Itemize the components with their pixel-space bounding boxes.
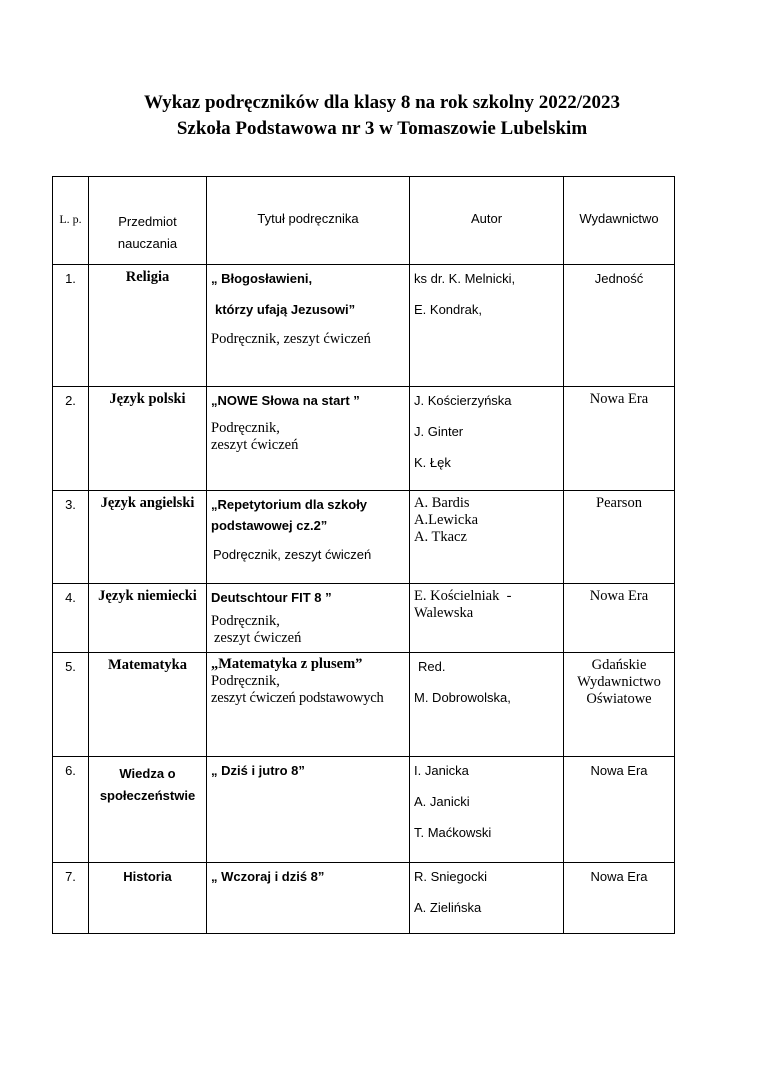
author-line: Red. [418, 659, 446, 674]
publisher-line: Gdańskie [591, 657, 647, 673]
cell-publisher [564, 584, 675, 653]
cell-subject [89, 653, 207, 757]
author-line: I. Janicka [414, 763, 469, 778]
cell-lp [53, 584, 89, 653]
header-book-title [207, 177, 410, 265]
author-line: A.Lewicka [414, 512, 479, 528]
row-number: 4. [65, 590, 76, 605]
author-line: E. Kościelniak - [414, 588, 512, 604]
author-line: A. Tkacz [414, 529, 467, 545]
title-line: Podręcznik, [211, 420, 280, 436]
cell-lp [53, 863, 89, 934]
cell-title [207, 265, 410, 387]
cell-author [410, 491, 564, 584]
author-line: E. Kondrak, [414, 302, 482, 317]
title-line: Deutschtour FIT 8 ” [211, 590, 332, 605]
title-line: „NOWE Słowa na start ” [211, 393, 360, 408]
publisher-label: Nowa Era [589, 588, 649, 604]
table-row [53, 757, 675, 863]
subject-label: Historia [123, 869, 172, 884]
publisher-label: Jedność [594, 271, 644, 286]
textbook-table [52, 176, 675, 934]
title-line: „Matematyka z plusem” [211, 656, 363, 672]
header-subject [89, 177, 207, 265]
title-line-2: Szkoła Podstawowa nr 3 w Tomaszowie Lubelskim [176, 118, 588, 139]
row-number: 6. [65, 763, 76, 778]
title-line: zeszyt ćwiczeń [211, 437, 299, 453]
title-line: zeszyt ćwiczeń podstawowych [211, 690, 384, 706]
header-lp-label: L. p. [59, 212, 82, 226]
table-row [53, 863, 675, 934]
subject-label: Język polski [109, 391, 186, 407]
cell-title [207, 757, 410, 863]
title-line: podstawowej cz.2” [211, 518, 328, 533]
table-row [53, 653, 675, 757]
subject-label: Język angielski [100, 495, 195, 511]
header-author-label: Autor [470, 211, 503, 226]
cell-lp [53, 653, 89, 757]
author-line: Walewska [414, 605, 474, 621]
author-line: M. Dobrowolska, [414, 690, 511, 705]
row-number: 2. [65, 393, 76, 408]
cell-publisher [564, 653, 675, 757]
author-line: A. Bardis [414, 495, 470, 511]
subject-label: Matematyka [108, 657, 187, 673]
cell-lp [53, 265, 89, 387]
table-header-row [53, 177, 675, 265]
row-number: 5. [65, 659, 76, 674]
author-line: J. Kościerzyńska [414, 393, 512, 408]
document-title [0, 90, 764, 142]
title-line: Podręcznik, [211, 613, 280, 629]
table-row [53, 491, 675, 584]
title-line: Podręcznik, [211, 673, 280, 689]
header-subject-line-2: nauczania [117, 236, 178, 251]
title-line: Podręcznik, zeszyt ćwiczeń [213, 547, 372, 562]
author-line: A. Janicki [414, 794, 470, 809]
header-lp [53, 177, 89, 265]
title-line: „Repetytorium dla szkoły [211, 497, 368, 512]
publisher-label: Nowa Era [590, 869, 648, 884]
author-line: K. Łęk [414, 455, 451, 470]
publisher-line: Oświatowe [586, 691, 652, 707]
cell-lp [53, 757, 89, 863]
publisher-line: Wydawnictwo [577, 674, 661, 690]
cell-subject [89, 863, 207, 934]
subject-label: Religia [125, 269, 170, 285]
row-number: 3. [65, 497, 76, 512]
publisher-label: Pearson [596, 495, 642, 511]
cell-lp [53, 491, 89, 584]
cell-subject [89, 265, 207, 387]
cell-author [410, 863, 564, 934]
publisher-label: Nowa Era [590, 763, 648, 778]
cell-author [410, 584, 564, 653]
cell-author [410, 757, 564, 863]
header-book-title-label: Tytuł podręcznika [257, 211, 359, 226]
author-line: ks dr. K. Melnicki, [414, 271, 516, 286]
cell-subject [89, 757, 207, 863]
author-line: A. Zielińska [414, 900, 482, 915]
cell-title [207, 863, 410, 934]
title-line: „ Wczoraj i dziś 8” [211, 869, 325, 884]
author-line: T. Maćkowski [414, 825, 492, 840]
cell-author [410, 265, 564, 387]
author-line: R. Sniegocki [414, 869, 487, 884]
subject-line: społeczeństwie [99, 788, 196, 803]
cell-title [207, 653, 410, 757]
header-publisher-label: Wydawnictwo [579, 211, 659, 226]
header-author [410, 177, 564, 265]
cell-subject [89, 491, 207, 584]
subject-line: Wiedza o [119, 766, 176, 781]
cell-subject [89, 387, 207, 491]
cell-publisher [564, 265, 675, 387]
cell-author [410, 387, 564, 491]
cell-publisher [564, 491, 675, 584]
cell-author [410, 653, 564, 757]
title-line-1: Wykaz podręczników dla klasy 8 na rok szkolny 2022/2023 [143, 92, 621, 113]
author-line: J. Ginter [414, 424, 464, 439]
subject-label: Język niemiecki [98, 588, 197, 604]
row-number: 7. [65, 869, 76, 884]
cell-title [207, 491, 410, 584]
title-line: którzy ufają Jezusowi” [215, 302, 356, 317]
cell-subject [89, 584, 207, 653]
cell-title [207, 584, 410, 653]
table-row [53, 387, 675, 491]
cell-publisher [564, 387, 675, 491]
header-publisher [564, 177, 675, 265]
header-subject-line-1: Przedmiot [118, 214, 177, 229]
cell-title [207, 387, 410, 491]
table-row [53, 584, 675, 653]
cell-publisher [564, 863, 675, 934]
publisher-label: Nowa Era [589, 391, 649, 407]
cell-publisher [564, 757, 675, 863]
title-line: „ Dziś i jutro 8” [211, 763, 305, 778]
row-number: 1. [65, 271, 76, 286]
title-line: „ Błogosławieni, [211, 271, 313, 286]
title-line: Podręcznik, zeszyt ćwiczeń [211, 331, 371, 347]
title-line: zeszyt ćwiczeń [214, 630, 302, 646]
table-row [53, 265, 675, 387]
cell-lp [53, 387, 89, 491]
